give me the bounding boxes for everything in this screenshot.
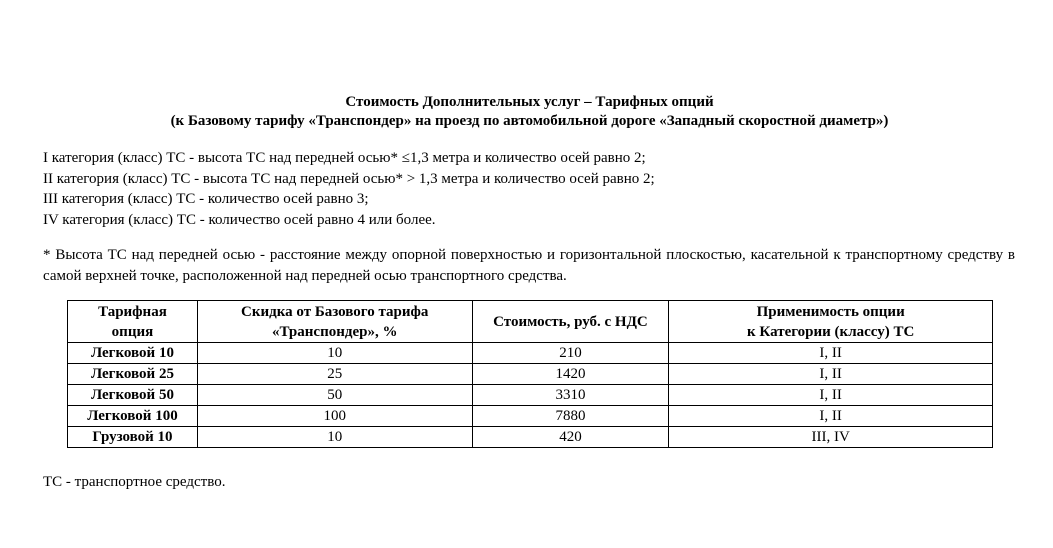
abbreviation-note: ТС - транспортное средство. bbox=[43, 474, 226, 490]
category-line-2: II категория (класс) ТС - высота ТС над передней осью* > 1,3 метра и количество осей равно 2; bbox=[43, 171, 655, 187]
document-subtitle: (к Базовому тарифу «Транспондер» на проезд по автомобильной дороге «Западный скоростной диаметр») bbox=[170, 113, 889, 129]
price-cell: 7880 bbox=[472, 406, 669, 427]
option-cell: Легковой 100 bbox=[68, 406, 198, 427]
table-row bbox=[68, 406, 993, 427]
table-row bbox=[68, 364, 993, 385]
header-discount bbox=[197, 301, 472, 343]
categories-cell: I, II bbox=[669, 364, 993, 385]
header-applicability-line1: Применимость опции bbox=[756, 303, 905, 320]
header-option-line2: опция bbox=[111, 323, 154, 340]
discount-cell: 50 bbox=[197, 385, 472, 406]
header-discount-line1: Скидка от Базового тарифа bbox=[241, 303, 429, 320]
table-row bbox=[68, 343, 993, 364]
category-line-1: I категория (класс) ТС - высота ТС над передней осью* ≤1,3 метра и количество осей равно 2; bbox=[43, 150, 646, 166]
header-discount-line2: «Транспондер», % bbox=[272, 323, 398, 340]
categories-cell: I, II bbox=[669, 343, 993, 364]
discount-cell: 10 bbox=[197, 343, 472, 364]
category-line-3: III категория (класс) ТС - количество осей равно 3; bbox=[43, 191, 369, 207]
table-row bbox=[68, 385, 993, 406]
header-applicability-line2: к Категории (классу) ТС bbox=[747, 323, 915, 340]
categories-cell: I, II bbox=[669, 406, 993, 427]
discount-cell: 10 bbox=[197, 427, 472, 448]
tariff-options-table bbox=[67, 300, 993, 448]
discount-cell: 100 bbox=[197, 406, 472, 427]
price-cell: 3310 bbox=[472, 385, 669, 406]
categories-cell: I, II bbox=[669, 385, 993, 406]
price-cell: 1420 bbox=[472, 364, 669, 385]
option-cell: Легковой 50 bbox=[68, 385, 198, 406]
categories-cell: III, IV bbox=[669, 427, 993, 448]
table-header-row bbox=[68, 301, 993, 343]
header-applicability bbox=[669, 301, 993, 343]
option-cell: Легковой 10 bbox=[68, 343, 198, 364]
table-row bbox=[68, 427, 993, 448]
option-cell: Легковой 25 bbox=[68, 364, 198, 385]
height-footnote: * Высота ТС над передней осью - расстояние между опорной поверхностью и горизонтальной плоскостью, касательной к транспортному средству в самой верхней точке, расположенной над передней осью транспортного средства. bbox=[43, 247, 1015, 284]
option-cell: Грузовой 10 bbox=[68, 427, 198, 448]
header-option bbox=[68, 301, 198, 343]
discount-cell: 25 bbox=[197, 364, 472, 385]
price-cell: 210 bbox=[472, 343, 669, 364]
header-option-line1: Тарифная bbox=[98, 303, 167, 320]
header-price: Стоимость, руб. с НДС bbox=[472, 301, 669, 343]
category-line-4: IV категория (класс) ТС - количество осей равно 4 или более. bbox=[43, 212, 436, 228]
price-cell: 420 bbox=[472, 427, 669, 448]
document-title: Стоимость Дополнительных услуг – Тарифных опций bbox=[345, 94, 714, 110]
